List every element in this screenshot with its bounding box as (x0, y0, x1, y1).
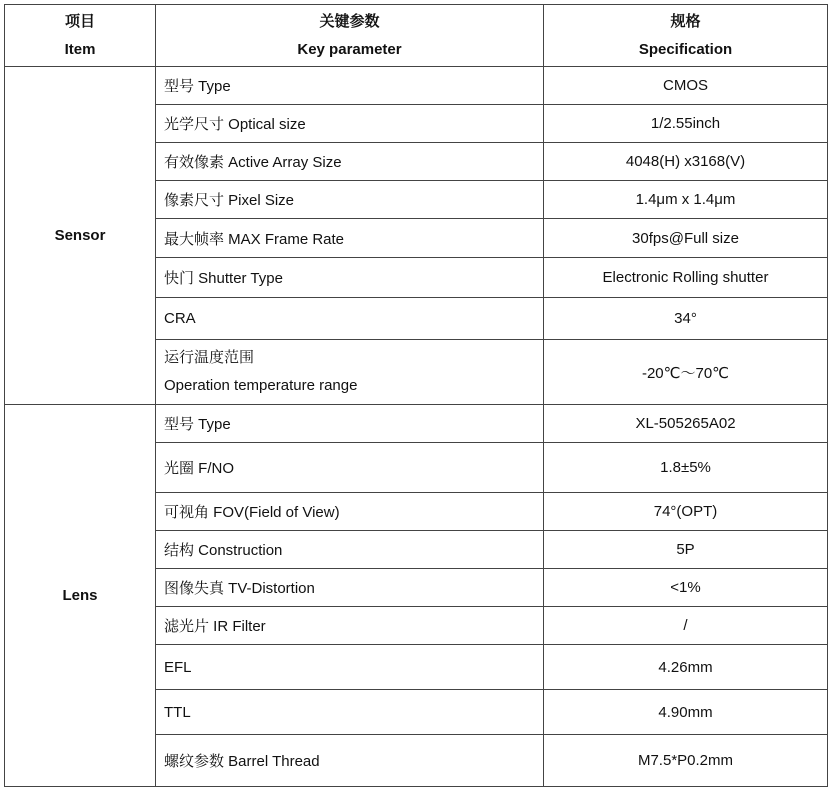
spec-cell: 1.4μm x 1.4μm (544, 181, 828, 219)
spec-cell: -20℃～70℃ (544, 340, 828, 405)
spec-cell: 1.8±5% (544, 443, 828, 493)
spec-cell: CMOS (544, 67, 828, 105)
param-cell: 滤光片 IR Filter (156, 607, 544, 645)
param-cell: 有效像素 Active Array Size (156, 143, 544, 181)
spec-cell: 4048(H) x3168(V) (544, 143, 828, 181)
table-row (5, 405, 828, 443)
header-spec-en: Specification (638, 40, 733, 58)
param-cell: 像素尺寸 Pixel Size (156, 181, 544, 219)
spec-cell: 74°(OPT) (544, 493, 828, 531)
header-param (156, 5, 544, 67)
spec-cell: 4.26mm (544, 645, 828, 690)
spec-cell: 34° (544, 298, 828, 340)
param-cell (156, 340, 544, 405)
header-param-en: Key parameter (297, 40, 402, 58)
param-cell: 型号 Type (156, 405, 544, 443)
header-item-en: Item (64, 40, 96, 58)
header-row (5, 5, 828, 67)
header-item (5, 5, 156, 67)
group-label-lens: Lens (5, 405, 156, 787)
spec-cell: XL-505265A02 (544, 405, 828, 443)
table-row (5, 67, 828, 105)
spec-cell: 4.90mm (544, 690, 828, 735)
spec-cell: 1/2.55inch (544, 105, 828, 143)
header-spec (544, 5, 828, 67)
param-cell: 螺纹参数 Barrel Thread (156, 735, 544, 787)
spec-cell: Electronic Rolling shutter (544, 258, 828, 298)
param-cell: 光学尺寸 Optical size (156, 105, 544, 143)
param-cell: 快门 Shutter Type (156, 258, 544, 298)
param-cn: 运行温度范围 (164, 349, 255, 366)
header-spec-cn: 规格 (670, 12, 701, 30)
param-cell: 最大帧率 MAX Frame Rate (156, 219, 544, 258)
param-cell: 结构 Construction (156, 531, 544, 569)
spec-cell: M7.5*P0.2mm (544, 735, 828, 787)
spec-cell: / (544, 607, 828, 645)
param-cell: 可视角 FOV(Field of View) (156, 493, 544, 531)
header-item-cn: 项目 (64, 12, 95, 30)
param-cell: 图像失真 TV-Distortion (156, 569, 544, 607)
param-cell: CRA (156, 298, 544, 340)
param-cell: EFL (156, 645, 544, 690)
param-cell: TTL (156, 690, 544, 735)
spec-cell: 5P (544, 531, 828, 569)
param-cell: 型号 Type (156, 67, 544, 105)
header-param-cn: 关键参数 (319, 12, 380, 30)
param-en: Operation temperature range (164, 377, 358, 394)
spec-cell: 30fps@Full size (544, 219, 828, 258)
spec-cell: <1% (544, 569, 828, 607)
group-label-sensor: Sensor (5, 67, 156, 405)
param-cell: 光圈 F/NO (156, 443, 544, 493)
spec-table (4, 4, 828, 787)
